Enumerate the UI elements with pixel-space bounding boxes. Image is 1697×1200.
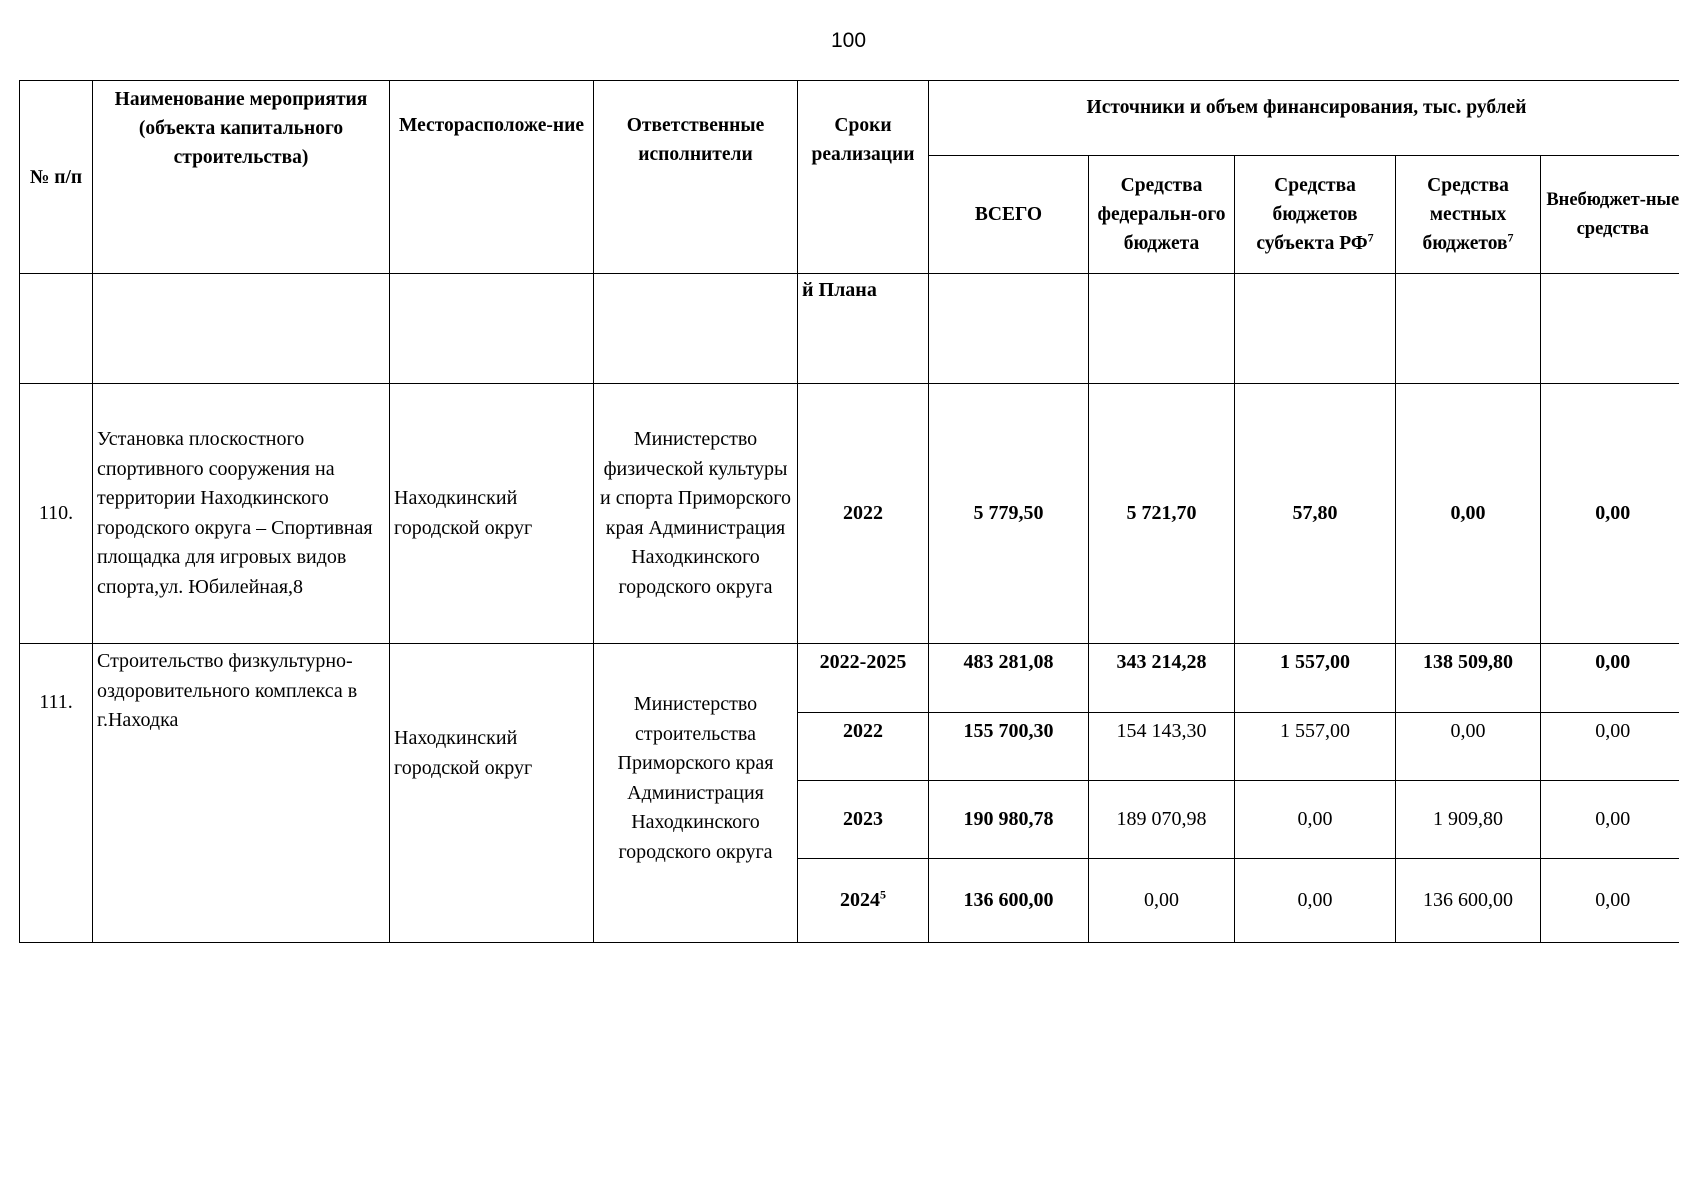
row-executors: Министерство физической культуры и спорта Приморского края Администрация Находкинского городского округа — [594, 384, 798, 644]
row-federal: 189 070,98 — [1089, 781, 1235, 859]
row-subject: 57,80 — [1235, 384, 1396, 644]
spacer-cell — [1541, 274, 1680, 384]
financing-table-container — [19, 80, 1679, 944]
header-local-footnote: 7 — [1507, 230, 1514, 245]
row-total: 5 779,50 — [929, 384, 1089, 644]
row-local: 0,00 — [1396, 713, 1541, 781]
header-row-1 — [20, 81, 1680, 156]
row-extra: 0,00 — [1541, 644, 1680, 713]
header-sources: Источники и объем финансирования, тыс. рублей — [929, 81, 1680, 156]
row-federal: 154 143,30 — [1089, 713, 1235, 781]
row-location: Находкинский городской округ — [390, 384, 594, 644]
header-subject — [1235, 156, 1396, 274]
term-footnote: 5 — [880, 887, 886, 902]
row-local: 1 909,80 — [1396, 781, 1541, 859]
row-term — [798, 781, 929, 859]
term-text: 2022 — [843, 720, 883, 742]
row-extra: 0,00 — [1541, 384, 1680, 644]
row-federal: 5 721,70 — [1089, 384, 1235, 644]
term-text: 2022 — [843, 501, 883, 524]
row-extra: 0,00 — [1541, 781, 1680, 859]
row-term — [798, 859, 929, 943]
header-name: Наименование мероприятия (объекта капитального строительства) — [93, 81, 390, 274]
row-local: 138 509,80 — [1396, 644, 1541, 713]
header-location: Месторасположе-ние — [390, 81, 594, 274]
row-total: 483 281,08 — [929, 644, 1089, 713]
row-federal: 343 214,28 — [1089, 644, 1235, 713]
header-extra: Внебюджет-ные средства — [1541, 156, 1680, 274]
row-extra: 0,00 — [1541, 713, 1680, 781]
spacer-row — [20, 274, 1680, 384]
term-text: 2023 — [843, 807, 883, 830]
header-local — [1396, 156, 1541, 274]
table-row-110 — [20, 384, 1680, 644]
header-local-text: Средства местных бюджетов — [1422, 175, 1509, 254]
row-subject: 1 557,00 — [1235, 644, 1396, 713]
header-subject-footnote: 7 — [1367, 230, 1374, 245]
page-number: 100 — [830, 29, 867, 52]
spacer-cell — [594, 274, 798, 384]
header-num: № п/п — [20, 81, 93, 274]
spacer-cell — [1089, 274, 1235, 384]
spacer-cell — [93, 274, 390, 384]
spacer-cell — [1396, 274, 1541, 384]
spacer-cell — [929, 274, 1089, 384]
header-subject-text: Средства бюджетов субъекта РФ — [1256, 175, 1368, 254]
row-location: Находкинский городской округ — [390, 644, 594, 943]
row-name: Строительство физкультурно-оздоровительного комплекса в г.Находка — [93, 644, 390, 943]
row-local: 0,00 — [1396, 384, 1541, 644]
row-subject: 0,00 — [1235, 859, 1396, 943]
row-federal: 0,00 — [1089, 859, 1235, 943]
spacer-terms-fragment: й Плана — [798, 274, 929, 384]
row-total: 190 980,78 — [929, 781, 1089, 859]
row-subject: 0,00 — [1235, 781, 1396, 859]
spacer-cell — [390, 274, 594, 384]
term-text: 2024 — [840, 888, 880, 911]
row-subject: 1 557,00 — [1235, 713, 1396, 781]
spacer-cell — [1235, 274, 1396, 384]
row-name: Установка плоскостного спортивного сооружения на территории Находкинского городского округа – Спортивная площадка для игровых видов спорта,ул. Юбилейная,8 — [93, 384, 390, 644]
row-term — [798, 644, 929, 713]
financing-table — [19, 80, 1679, 943]
row-total: 136 600,00 — [929, 859, 1089, 943]
term-text: 2022-2025 — [819, 651, 907, 673]
row-extra: 0,00 — [1541, 859, 1680, 943]
header-federal: Средства федеральн-ого бюджета — [1089, 156, 1235, 274]
row-term — [798, 713, 929, 781]
row-term — [798, 384, 929, 644]
spacer-cell — [20, 274, 93, 384]
header-terms: Сроки реализации — [798, 81, 929, 274]
row-num: 111. — [20, 644, 93, 943]
header-executors: Ответственные исполнители — [594, 81, 798, 274]
row-executors: Министерство строительства Приморского края Администрация Находкинского городского округа — [594, 644, 798, 943]
header-total: ВСЕГО — [929, 156, 1089, 274]
row-num: 110. — [20, 384, 93, 644]
row-total: 155 700,30 — [929, 713, 1089, 781]
row-local: 136 600,00 — [1396, 859, 1541, 943]
table-row-111-total — [20, 644, 1680, 713]
